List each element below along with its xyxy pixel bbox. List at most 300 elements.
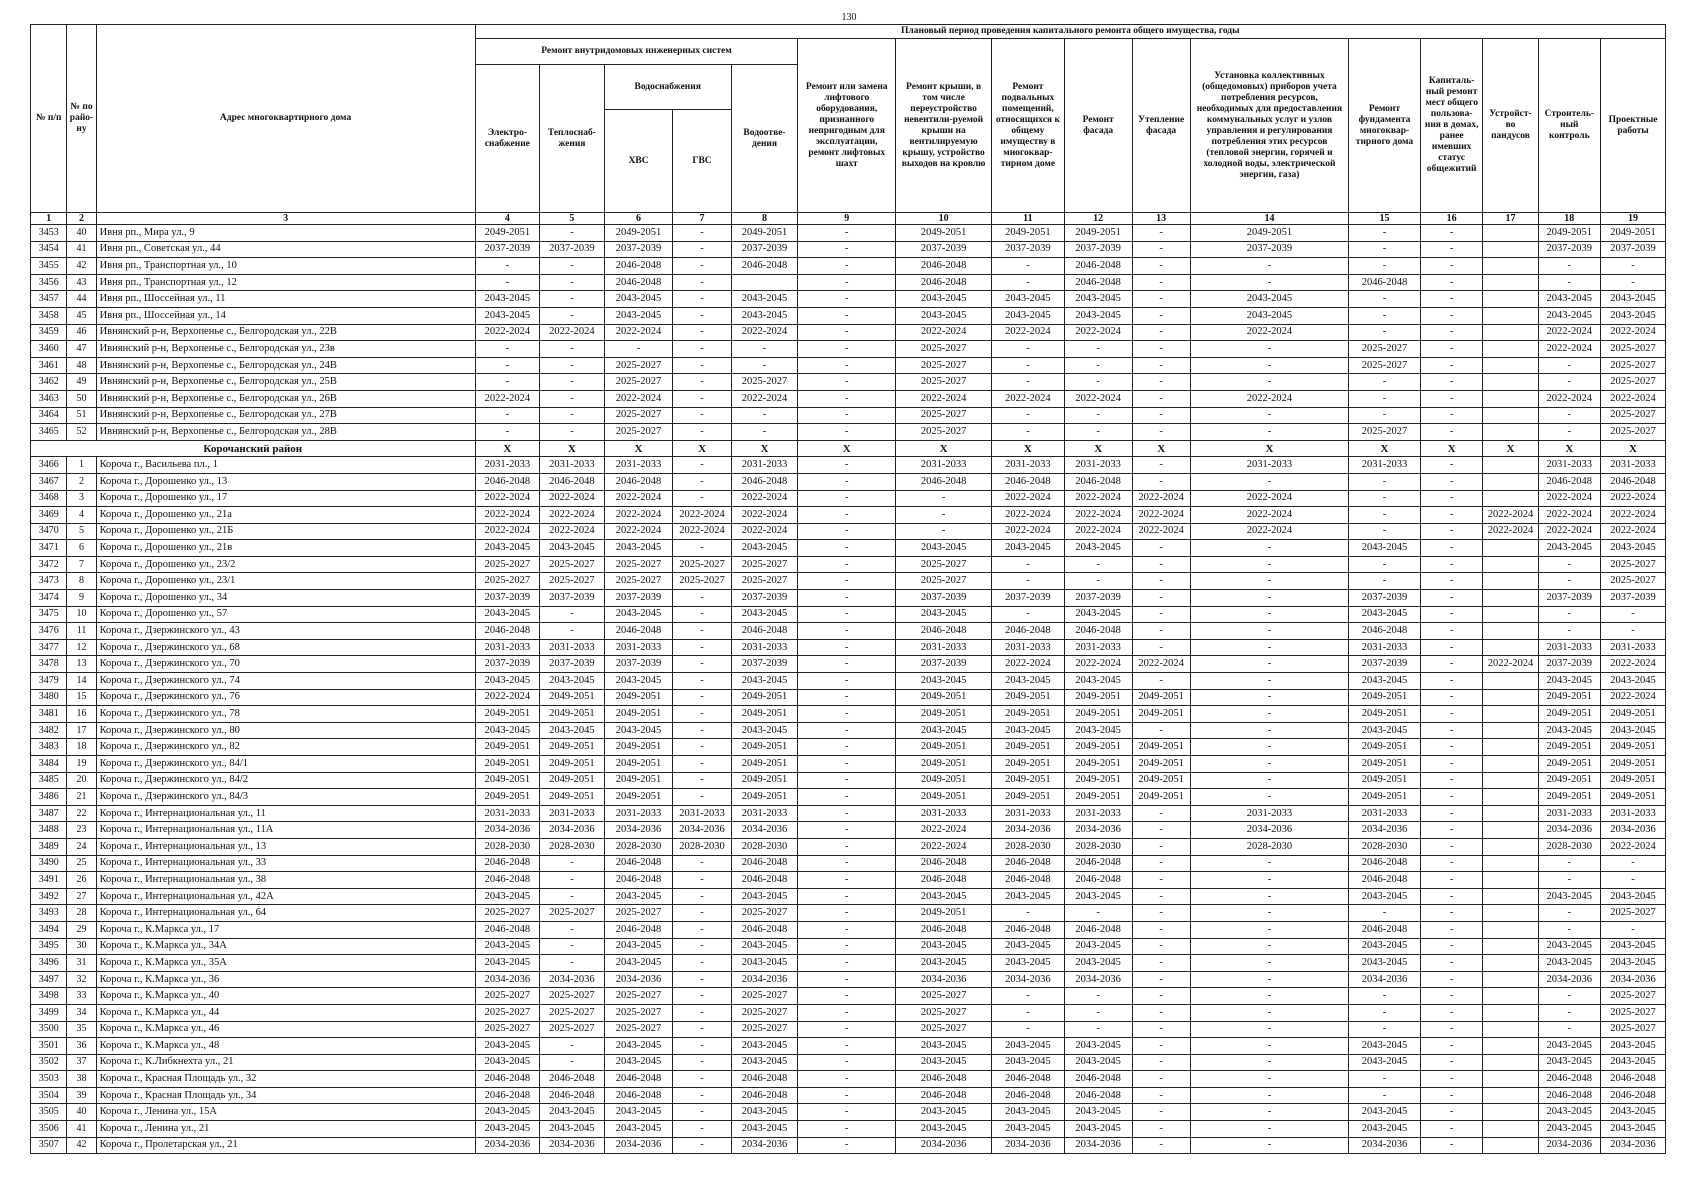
period-cell: 2031-2033 [1538,805,1600,822]
district-number-cell: 7 [67,556,96,573]
period-cell: 2037-2039 [896,656,992,673]
period-cell: 2049-2051 [1349,706,1421,723]
period-cell: 2022-2024 [896,822,992,839]
period-cell: 2043-2045 [896,938,992,955]
period-cell: 2022-2024 [991,656,1064,673]
period-cell: 2046-2048 [604,258,673,275]
row-number-cell: 3487 [31,805,67,822]
address-cell: Короча г., Дорошенко ул., 17 [96,490,475,507]
period-cell: 2043-2045 [1064,606,1132,623]
period-cell [1483,1071,1538,1088]
period-cell: 2025-2027 [731,1021,798,1038]
period-cell: 2043-2045 [1601,540,1666,557]
period-cell: 2049-2051 [731,706,798,723]
period-cell: - [991,407,1064,424]
district-number-cell: 47 [67,341,96,358]
period-cell: 2043-2045 [604,1038,673,1055]
period-cell: 2037-2039 [475,656,540,673]
period-cell [1483,888,1538,905]
period-cell: 2049-2051 [1132,706,1190,723]
period-cell: - [1190,258,1348,275]
period-cell: - [1132,341,1190,358]
column-number: 1 [31,213,67,225]
table-row [31,789,1666,806]
period-cell: - [1349,523,1421,540]
period-cell: - [1420,307,1482,324]
period-cell: - [798,457,896,474]
period-cell: 2022-2024 [1132,656,1190,673]
district-mark: X [604,440,673,457]
period-cell: 2043-2045 [896,955,992,972]
table-row [31,390,1666,407]
period-cell: - [1190,407,1348,424]
period-cell: 2046-2048 [1064,274,1132,291]
period-cell: 2025-2027 [1601,424,1666,441]
period-cell: 2043-2045 [1064,673,1132,690]
period-cell: 2034-2036 [1601,971,1666,988]
period-cell [1483,1104,1538,1121]
table-row [31,689,1666,706]
period-cell [1483,739,1538,756]
period-cell: 2031-2033 [540,457,605,474]
period-cell [1483,324,1538,341]
period-cell: - [1349,291,1421,308]
period-cell: 2034-2036 [991,971,1064,988]
period-cell [1483,274,1538,291]
period-cell: - [475,274,540,291]
period-cell: 2025-2027 [731,374,798,391]
period-cell: - [1538,258,1600,275]
period-cell: 2034-2036 [1349,971,1421,988]
period-cell: - [673,390,731,407]
period-cell: 2043-2045 [991,540,1064,557]
period-cell: - [1132,258,1190,275]
period-cell: - [1190,639,1348,656]
period-cell: - [673,606,731,623]
period-cell: 2046-2048 [1538,1087,1600,1104]
period-cell: - [1420,822,1482,839]
period-cell: 2025-2027 [540,988,605,1005]
header-facade-repair: Ремонт фасада [1064,39,1132,213]
period-cell: - [1420,1038,1482,1055]
district-number-cell: 50 [67,390,96,407]
period-cell: - [1132,241,1190,258]
period-cell: - [1349,988,1421,1005]
period-cell: 2025-2027 [540,905,605,922]
period-cell: - [1132,971,1190,988]
district-number-cell: 44 [67,291,96,308]
address-cell: Короча г., Пролетарская ул., 21 [96,1137,475,1154]
capital-repair-schedule-sheet [30,24,1666,1154]
period-cell: 2022-2024 [1064,390,1132,407]
table-row [31,274,1666,291]
period-cell: - [673,490,731,507]
period-cell: - [1190,739,1348,756]
column-number: 4 [475,213,540,225]
row-number-cell: 3499 [31,1004,67,1021]
period-cell: 2043-2045 [1064,1038,1132,1055]
period-cell: - [673,756,731,773]
district-number-cell: 33 [67,988,96,1005]
row-number-cell: 3467 [31,473,67,490]
period-cell: - [673,921,731,938]
column-number: 6 [604,213,673,225]
period-cell: - [991,988,1064,1005]
district-mark: X [673,440,731,457]
repair-schedule-table [30,24,1666,1154]
period-cell: 2034-2036 [540,822,605,839]
period-cell: 2043-2045 [896,673,992,690]
period-cell: - [1420,1121,1482,1138]
period-cell: 2022-2024 [731,390,798,407]
period-cell: - [1132,374,1190,391]
period-cell: - [673,938,731,955]
district-mark: X [475,440,540,457]
period-cell: - [1132,390,1190,407]
period-cell: 2034-2036 [896,1137,992,1154]
period-cell: - [1420,390,1482,407]
period-cell: 2037-2039 [1601,590,1666,607]
period-cell: 2046-2048 [991,872,1064,889]
period-cell: 2022-2024 [731,523,798,540]
period-cell: 2022-2024 [1132,507,1190,524]
period-cell: - [1538,407,1600,424]
period-cell: 2025-2027 [540,556,605,573]
period-cell: 2043-2045 [731,1104,798,1121]
period-cell: - [1132,673,1190,690]
period-cell: - [798,639,896,656]
period-cell: 2022-2024 [731,507,798,524]
period-cell: - [1132,639,1190,656]
district-number-cell: 42 [67,1137,96,1154]
period-cell: 2028-2030 [1538,838,1600,855]
header-hot-water: ГВС [673,110,731,213]
period-cell: 2025-2027 [604,1004,673,1021]
period-cell: - [731,357,798,374]
table-row [31,938,1666,955]
period-cell: - [1349,1021,1421,1038]
period-cell: 2025-2027 [604,556,673,573]
period-cell [1483,971,1538,988]
period-cell: 2022-2024 [1190,390,1348,407]
period-cell: 2037-2039 [475,590,540,607]
period-cell: 2025-2027 [1601,341,1666,358]
column-number-row [31,213,1666,225]
period-cell: - [540,938,605,955]
period-cell: - [1349,307,1421,324]
period-cell: 2043-2045 [1601,722,1666,739]
period-cell: 2025-2027 [673,556,731,573]
period-cell: - [798,241,896,258]
period-cell: - [1420,1087,1482,1104]
period-cell: 2046-2048 [1064,623,1132,640]
period-cell: 2031-2033 [1064,457,1132,474]
period-cell: - [1349,556,1421,573]
period-cell: - [1190,656,1348,673]
period-cell [1483,573,1538,590]
period-cell: - [1538,1021,1600,1038]
period-cell [1483,258,1538,275]
row-number-cell: 3465 [31,424,67,441]
period-cell: - [1420,606,1482,623]
period-cell: - [1064,374,1132,391]
period-cell: 2043-2045 [991,291,1064,308]
address-cell: Короча г., Интернациональная ул., 38 [96,872,475,889]
period-cell: - [540,225,605,242]
period-cell [1483,1087,1538,1104]
period-cell: - [1420,1137,1482,1154]
period-cell: 2022-2024 [475,507,540,524]
period-cell: 2046-2048 [731,872,798,889]
period-cell: 2043-2045 [1601,291,1666,308]
period-cell: - [798,1137,896,1154]
period-cell: 2043-2045 [475,938,540,955]
period-cell: - [1132,590,1190,607]
period-cell: 2043-2045 [1349,1104,1421,1121]
period-cell: - [475,424,540,441]
period-cell: - [540,623,605,640]
district-number-cell: 42 [67,258,96,275]
period-cell: 2034-2036 [896,971,992,988]
period-cell: 2031-2033 [1064,639,1132,656]
period-cell: - [540,855,605,872]
period-cell: - [1420,855,1482,872]
period-cell: 2046-2048 [731,473,798,490]
period-cell: 2049-2051 [991,225,1064,242]
period-cell: 2049-2051 [1064,789,1132,806]
period-cell: 2043-2045 [1190,307,1348,324]
period-cell: 2043-2045 [604,540,673,557]
column-number: 2 [67,213,96,225]
period-cell: 2046-2048 [991,473,1064,490]
address-cell: Короча г., Дзержинского ул., 43 [96,623,475,640]
column-number: 18 [1538,213,1600,225]
period-cell: - [1132,905,1190,922]
period-cell: 2025-2027 [1601,374,1666,391]
period-cell: - [1132,291,1190,308]
period-cell: - [1420,838,1482,855]
period-cell: - [1064,905,1132,922]
period-cell: - [673,225,731,242]
address-cell: Короча г., Дзержинского ул., 68 [96,639,475,656]
address-cell: Короча г., Интернациональная ул., 11А [96,822,475,839]
period-cell: 2049-2051 [731,772,798,789]
period-cell: 2037-2039 [475,241,540,258]
address-cell: Короча г., Дорошенко ул., 23/1 [96,573,475,590]
district-number-cell: 3 [67,490,96,507]
period-cell: 2022-2024 [604,507,673,524]
table-row [31,225,1666,242]
period-cell: - [1132,1121,1190,1138]
period-cell: - [673,407,731,424]
address-cell: Короча г., Ленина ул., 15А [96,1104,475,1121]
period-cell: 2022-2024 [731,490,798,507]
period-cell: - [1132,872,1190,889]
period-cell: 2049-2051 [604,706,673,723]
period-cell: - [1132,473,1190,490]
table-row [31,872,1666,889]
period-cell: 2022-2024 [1538,490,1600,507]
address-cell: Короча г., Дорошенко ул., 57 [96,606,475,623]
period-cell: - [1420,988,1482,1005]
period-cell: - [1349,1004,1421,1021]
period-cell: - [1420,1021,1482,1038]
period-cell: - [540,888,605,905]
period-cell: 2046-2048 [475,855,540,872]
period-cell: 2025-2027 [1601,905,1666,922]
row-number-cell: 3458 [31,307,67,324]
period-cell: 2043-2045 [604,722,673,739]
period-cell: - [1064,556,1132,573]
period-cell: - [673,1054,731,1071]
header-supervision: Строитель-ный контроль [1538,39,1600,213]
period-cell: 2049-2051 [1132,756,1190,773]
period-cell: 2043-2045 [475,291,540,308]
header-district-number: № по райо-ну [67,25,96,213]
table-row [31,357,1666,374]
column-number: 7 [673,213,731,225]
period-cell: 2043-2045 [1349,540,1421,557]
period-cell: 2049-2051 [1132,739,1190,756]
period-cell: - [673,1104,731,1121]
row-number-cell: 3497 [31,971,67,988]
period-cell: - [798,988,896,1005]
period-cell: - [798,606,896,623]
table-row [31,1087,1666,1104]
period-cell: - [1349,407,1421,424]
period-cell: - [798,225,896,242]
period-cell: 2046-2048 [1064,921,1132,938]
period-cell: - [1190,789,1348,806]
header-roof: Ремонт крыши, в том числе переустройство невентили-руемой крыши на вентилируемую крышу, устройство выходов на кровлю [896,39,992,213]
address-cell: Короча г., Интернациональная ул., 64 [96,905,475,922]
period-cell: 2046-2048 [475,623,540,640]
period-cell: - [798,905,896,922]
period-cell: - [673,1004,731,1021]
period-cell: - [1349,390,1421,407]
row-number-cell: 3482 [31,722,67,739]
column-number: 11 [991,213,1064,225]
row-number-cell: 3460 [31,341,67,358]
address-cell: Короча г., К.Маркса ул., 17 [96,921,475,938]
address-cell: Короча г., Ленина ул., 21 [96,1121,475,1138]
period-cell [1483,390,1538,407]
period-cell: - [1064,424,1132,441]
row-number-cell: 3464 [31,407,67,424]
period-cell: - [1132,1087,1190,1104]
period-cell: 2043-2045 [604,955,673,972]
period-cell: 2025-2027 [731,905,798,922]
district-number-cell: 30 [67,938,96,955]
period-cell: 2043-2045 [604,307,673,324]
district-number-cell: 12 [67,639,96,656]
row-number-cell: 3463 [31,390,67,407]
period-cell: - [798,805,896,822]
period-cell: - [540,357,605,374]
period-cell: 2043-2045 [475,606,540,623]
period-cell: 2043-2045 [1601,938,1666,955]
period-cell: 2049-2051 [1601,225,1666,242]
period-cell: - [1190,855,1348,872]
table-row [31,540,1666,557]
period-cell: - [1064,988,1132,1005]
period-cell: 2043-2045 [1601,888,1666,905]
row-number-cell: 3506 [31,1121,67,1138]
period-cell: 2046-2048 [991,855,1064,872]
address-cell: Короча г., Дзержинского ул., 84/1 [96,756,475,773]
period-cell: 2046-2048 [540,1087,605,1104]
address-cell: Короча г., Дорошенко ул., 34 [96,590,475,607]
district-number-cell: 13 [67,656,96,673]
period-cell: - [798,789,896,806]
period-cell: 2046-2048 [731,623,798,640]
row-number-cell: 3454 [31,241,67,258]
period-cell: - [798,490,896,507]
table-row [31,905,1666,922]
period-cell: 2022-2024 [475,324,540,341]
period-cell: 2043-2045 [1349,1054,1421,1071]
period-cell: - [1601,258,1666,275]
district-number-cell: 29 [67,921,96,938]
period-cell: - [798,590,896,607]
table-row [31,341,1666,358]
table-row [31,955,1666,972]
period-cell: - [673,473,731,490]
period-cell: 2049-2051 [1538,756,1600,773]
period-cell: 2043-2045 [1538,888,1600,905]
period-cell: 2022-2024 [991,490,1064,507]
row-number-cell: 3491 [31,872,67,889]
period-cell: 2031-2033 [1349,639,1421,656]
row-number-cell: 3471 [31,540,67,557]
period-cell: 2031-2033 [604,639,673,656]
header-row-number: № п/п [31,25,67,213]
period-cell [1483,225,1538,242]
header-electricity: Электро-снабжение [475,65,540,213]
period-cell: - [1420,258,1482,275]
period-cell: - [1420,772,1482,789]
period-cell [1483,307,1538,324]
period-cell: 2031-2033 [991,457,1064,474]
period-cell: 2028-2030 [731,838,798,855]
period-cell: - [1190,872,1348,889]
row-number-cell: 3480 [31,689,67,706]
period-cell: 2025-2027 [604,374,673,391]
period-cell: - [1538,1004,1600,1021]
period-cell: 2046-2048 [604,274,673,291]
row-number-cell: 3500 [31,1021,67,1038]
row-number-cell: 3483 [31,739,67,756]
period-cell: - [540,407,605,424]
period-cell: - [1132,424,1190,441]
row-number-cell: 3475 [31,606,67,623]
period-cell: 2031-2033 [731,805,798,822]
district-number-cell: 23 [67,822,96,839]
column-number: 9 [798,213,896,225]
period-cell: 2043-2045 [475,1038,540,1055]
district-number-cell: 36 [67,1038,96,1055]
period-cell: 2031-2033 [1064,805,1132,822]
period-cell: 2046-2048 [1349,855,1421,872]
period-cell: 2043-2045 [1538,1038,1600,1055]
period-cell: - [1420,507,1482,524]
row-number-cell: 3494 [31,921,67,938]
period-cell: - [475,407,540,424]
district-number-cell: 40 [67,1104,96,1121]
period-cell: 2046-2048 [475,1087,540,1104]
period-cell: 2043-2045 [731,540,798,557]
period-cell: 2022-2024 [1483,523,1538,540]
